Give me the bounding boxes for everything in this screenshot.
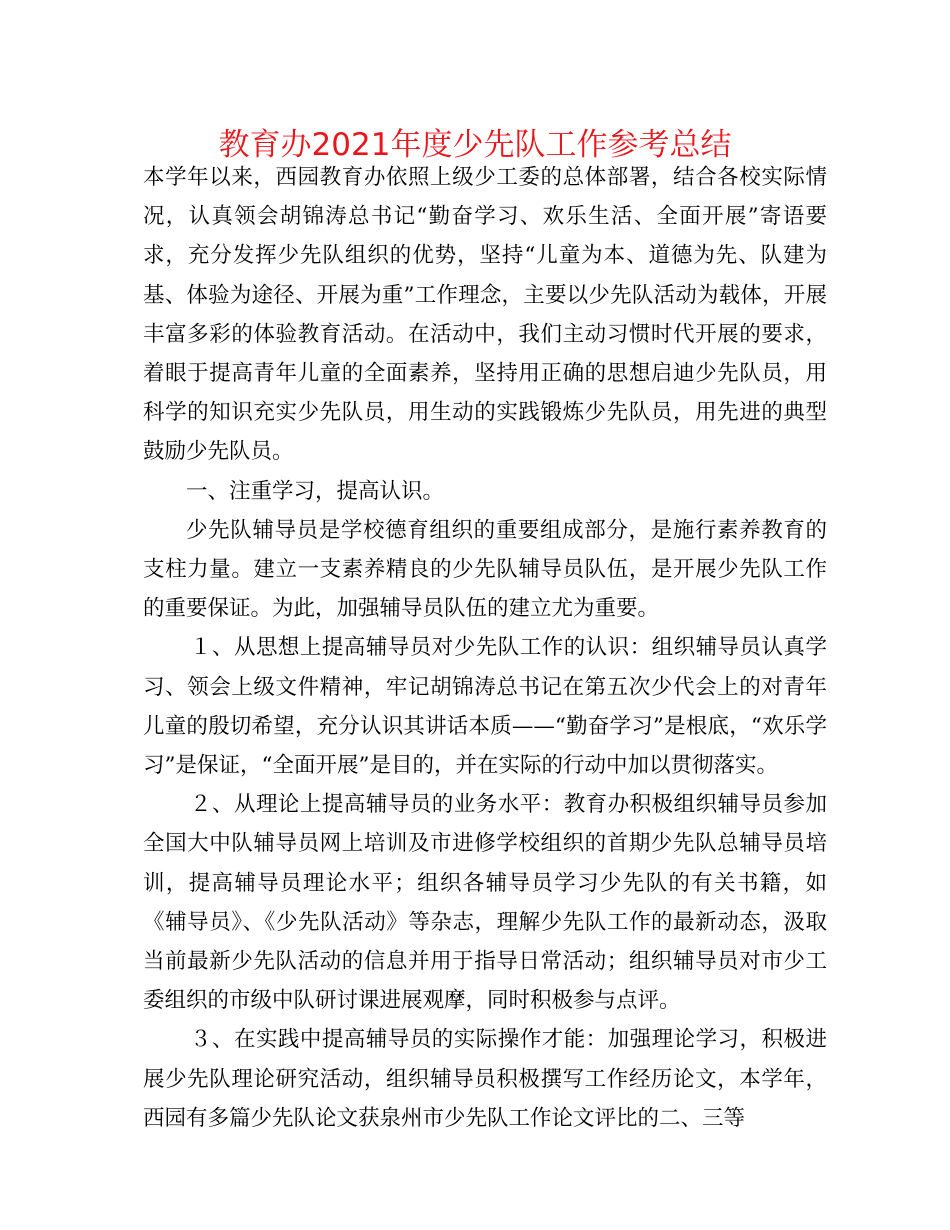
document-title: 教育办2021年度少先队工作参考总结: [218, 127, 732, 163]
paragraph-item-1: １、从思想上提高辅导员对少先队工作的认识：组织辅导员认真学习、领会上级文件精神，牢记胡锦涛总书记在第五次少代会上的对青年儿童的殷切希望，充分认识其讲话本质——“勤奋学习”是根底，“欢乐学习”是保证，“全面开展”是目的，并在实际的行动中加以贯彻落实。: [143, 635, 827, 779]
document-body: [143, 158, 827, 1138]
paragraph-item-2: ２、从理论上提高辅导员的业务水平：教育办积极组织辅导员参加全国大中队辅导员网上培训及市进修学校组织的首期少先队总辅导员培训，提高辅导员理论水平；组织各辅导员学习少先队的有关书籍，如《辅导员》、《少先队活动》等杂志，理解少先队工作的最新动态，汲取当前最新少先队活动的信息并用于指导日常活动；组织辅导员对市少工委组织的市级中队研讨课进展观摩，同时积极参与点评。: [143, 792, 827, 1014]
paragraph-item-3: ３、在实践中提高辅导员的实际操作才能：加强理论学习，积极进展少先队理论研究活动，组织辅导员积极撰写工作经历论文，本学年，西园有多篇少先队论文获泉州市少先队工作论文评比的二、三等: [143, 1027, 827, 1131]
paragraph-intro: 本学年以来，西园教育办依照上级少工委的总体部署，结合各校实际情况，认真领会胡锦涛总书记“勤奋学习、欢乐生活、全面开展”寄语要求，充分发挥少先队组织的优势，坚持“儿童为本、道德为先、队建为基、体验为途径、开展为重”工作理念，主要以少先队活动为载体，开展丰富多彩的体验教育活动。在活动中，我们主动习惯时代开展的要求，着眼于提高青年儿童的全面素养，坚持用正确的思想启迪少先队员，用科学的知识充实少先队员，用生动的实践锻炼少先队员，用先进的典型鼓励少先队员。: [143, 165, 827, 465]
paragraph-section-1: 少先队辅导员是学校德育组织的重要组成部分，是施行素养教育的支柱力量。建立一支素养精良的少先队辅导员队伍，是开展少先队工作的重要保证。为此，加强辅导员队伍的建立尤为重要。: [143, 517, 827, 622]
section-heading-1: 一、注重学习，提高认识。: [186, 478, 445, 504]
